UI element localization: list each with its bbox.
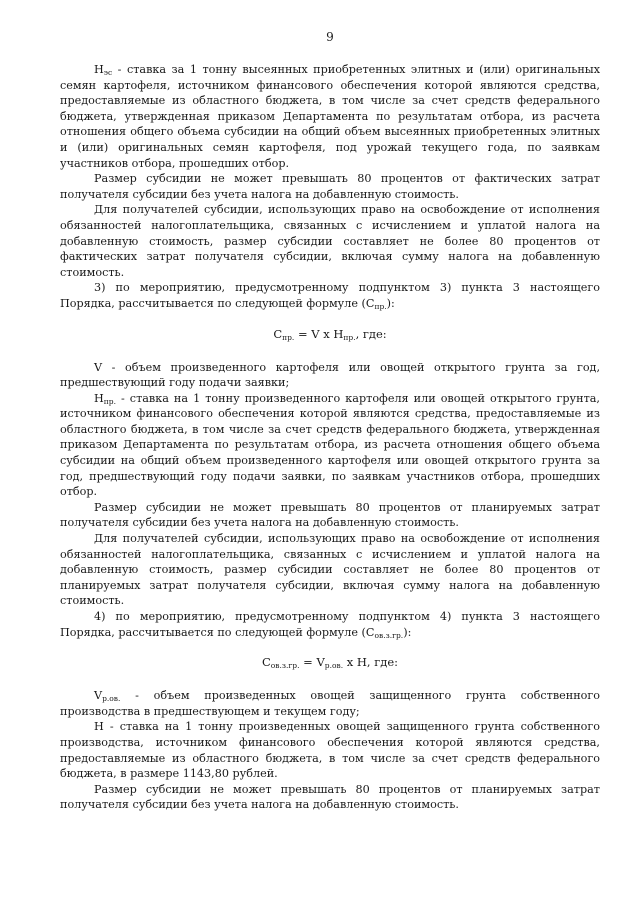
paragraph-item-4 (60, 609, 600, 640)
paragraph-greenhouse-rate: Н - ставка на 1 тонну произведенных овощей защищенного грунта собственного производства, источником финансового обеспечения которой являются средства, предоставляемые из областного бюджета, в том числе за счет средств федерального бюджета, в размере 1143,80 рублей. (60, 720, 600, 781)
variable-symbol: Н (94, 391, 104, 405)
variable-subscript: пр. (103, 396, 116, 406)
formula-subscript: пр. (343, 332, 356, 342)
formula-greenhouse (60, 654, 600, 670)
paragraph-vat-exempt-actual: Для получателей субсидии, использующих право на освобождение от исполнения обязанностей налогоплательщика, связанных с исчислением и уплатой налога на добавленную стоимость, размер субсидии составляет не более 80 процентов от фактических затрат получателя субсидии, включая сумму налога на добавленную стоимость. (60, 203, 600, 279)
formula-subscript: р.ов. (324, 661, 344, 671)
paragraph-greenhouse-volume (60, 688, 600, 719)
paragraph-limit-actual: Размер субсидии не может превышать 80 процентов от фактических затрат получателя субсидии без учета налога на добавленную стоимость. (60, 172, 600, 201)
paragraph-text: 4) по мероприятию, предусмотренному подпунктом 4) пункта 3 настоящего Порядка, рассчитывается по следующей формуле (С (60, 610, 600, 639)
paragraph-item-3 (60, 280, 600, 311)
paragraph-vat-exempt-planned: Для получателей субсидии, использующих право на освобождение от исполнения обязанностей налогоплательщика, связанных с исчислением и уплатой налога на добавленную стоимость, размер субсидии составляет не более 80 процентов от планируемых затрат получателя субсидии, включая сумму налога на добавленную стоимость. (60, 532, 600, 608)
formula-production (60, 326, 600, 342)
paragraph-text-end: ): (403, 625, 412, 639)
paragraph-text: - ставка за 1 тонну высеянных приобретенных элитных и (или) оригинальных семян картофеля, источником финансового обеспечения которой являются средства, предоставляемые из областного бюджета, в том числе за счет средств федерального бюджета, утвержденная приказом Департамента по результатам отбора, из расчета отношения общего объема субсидии на общий объем высеянных приобретенных элитных и (или) оригинальных семян картофеля, под урожай текущего года, по заявкам участников отбора, прошедших отбор. (60, 63, 600, 170)
paragraph-text: - ставка на 1 тонну произведенного картофеля или овощей открытого грунта, источником финансового обеспечения которой являются средства, предоставляемые из областного бюджета, в том числе за счет средств федерального бюджета, утвержденная приказом Департамента по результатам отбора, из расчета отношения общего объема субсидии на общий объем произведенного картофеля или овощей открытого грунта за год, предшествующий году подачи заявки, по заявкам участников отбора, прошедших отбор. (60, 391, 600, 499)
formula-body: = V (299, 655, 325, 670)
page-number: 9 (326, 30, 334, 44)
paragraph-volume-definition: V - объем произведенного картофеля или овощей открытого грунта за год, предшествующий году подачи заявки; (60, 360, 600, 390)
paragraph-text: - объем произведенных овощей защищенного грунта собственного производства в предшествующем и текущем году; (60, 689, 600, 718)
formula-body: = V х Н (294, 326, 344, 341)
paragraph-rate-production (60, 391, 600, 500)
paragraph-rate-seeds (60, 62, 600, 171)
formula-subscript: ов.з.гр. (270, 661, 300, 671)
variable-symbol: V (94, 689, 103, 703)
variable-subscript: эс (103, 68, 113, 77)
formula-end: х Н, где: (343, 655, 399, 670)
variable-subscript: р.ов. (102, 694, 121, 704)
paragraph-limit-planned: Размер субсидии не может превышать 80 процентов от планируемых затрат получателя субсидии без учета налога на добавленную стоимость. (60, 500, 600, 530)
formula-end: , где: (355, 326, 387, 341)
variable-subscript: пр. (374, 301, 387, 311)
formula-symbol: С (261, 655, 271, 670)
formula-symbol: С (273, 326, 283, 341)
formula-subscript: пр. (282, 332, 295, 342)
variable-symbol: Н (94, 63, 104, 76)
paragraph-limit-planned-final: Размер субсидии не может превышать 80 процентов от планируемых затрат получателя субсидии без учета налога на добавленную стоимость. (60, 782, 600, 812)
variable-subscript: ов.з.гр. (374, 630, 404, 640)
paragraph-text-end: ): (386, 296, 395, 310)
paragraph-text: 3) по мероприятию, предусмотренному подпунктом 3) пункта 3 настоящего Порядка, рассчитывается по следующей формуле (С (60, 281, 600, 310)
